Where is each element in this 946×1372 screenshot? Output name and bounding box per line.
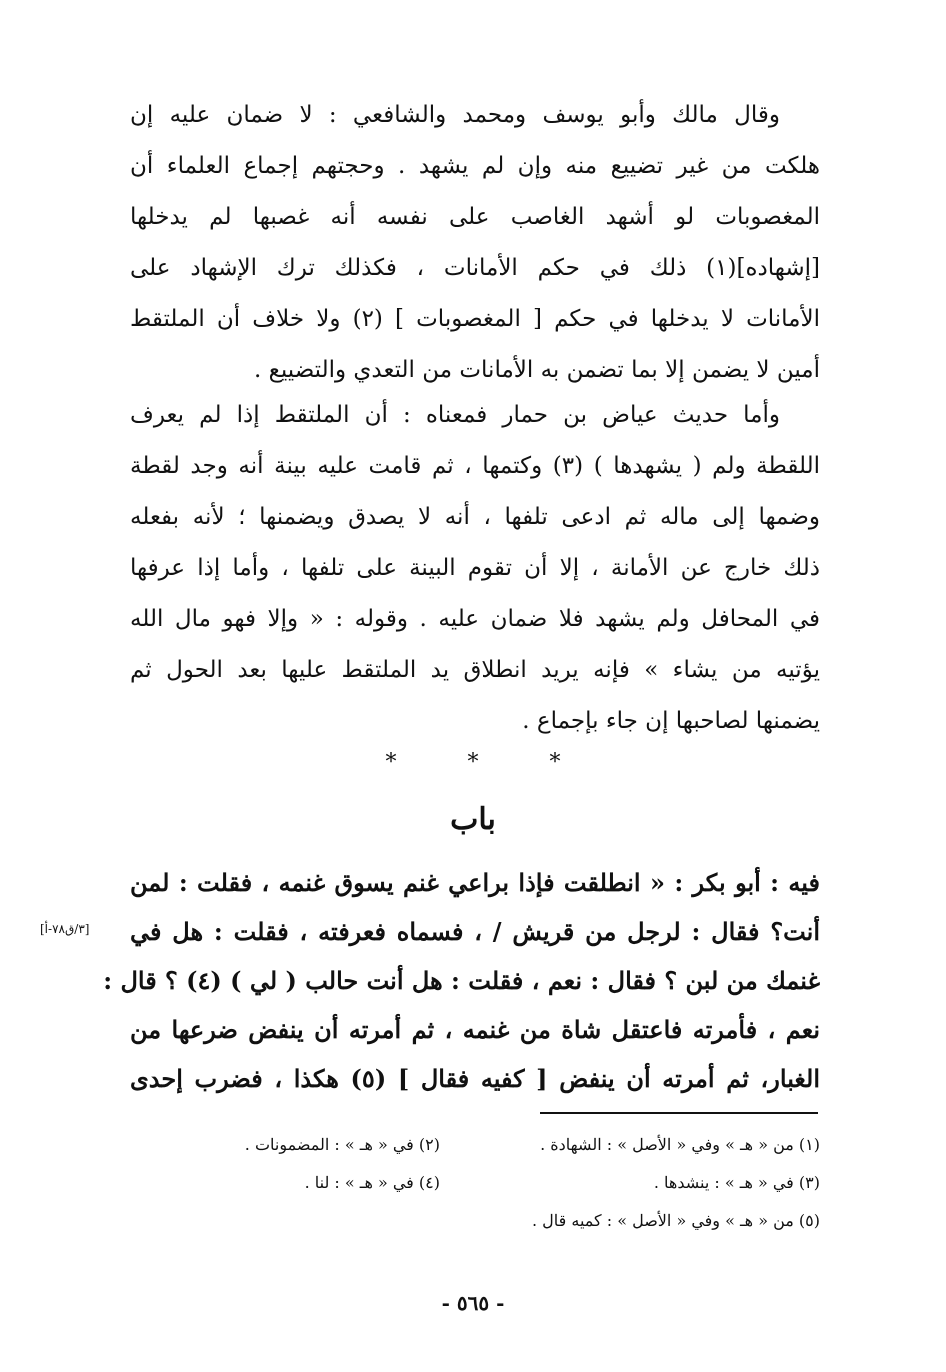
separator-star-icon: * [385, 750, 397, 775]
section-separator [0, 743, 946, 783]
chapter-title: باب [450, 802, 496, 837]
footnote-3: (٣) في « هـ » : ينشدها . [653, 1173, 820, 1192]
manuscript-margin-reference: [٣/ق٧٨-أ] [40, 922, 90, 936]
text-line: وقال مالك وأبو يوسف ومحمد والشافعي : لا ضمان عليه إن [130, 102, 780, 128]
text-line: المغصوبات لو أشهد الغاصب على نفسه أنه غصبها لم يدخلها [130, 204, 820, 230]
footnotes [130, 1128, 820, 1242]
separator-star-icon: * [467, 750, 479, 775]
text-line: اللقطة ولم ( يشهدها ) (٣) وكتمها ، ثم قامت عليه بينة أنه وجد لقطة [130, 453, 820, 479]
footnote-5: (٥) من « هـ » وفي « الأصل » : كميه قال . [531, 1211, 820, 1230]
text-line: أنت؟ فقال : لرجل من قريش / ، فسماه فعرفته ، فقلت : هل في [130, 917, 820, 946]
text-line: أمين لا يضمن إلا بما تضمن به الأمانات من التعدي والتضييع . [253, 357, 820, 383]
text-line: ذلك خارج عن الأمانة ، إلا أن تقوم البينة على تلفها ، وأما إذا عرفها [130, 555, 820, 581]
footnote-2: (٢) في « هـ » : المضمونات . [244, 1135, 440, 1154]
text-line: [إشهاده](١) ذلك في حكم الأمانات ، فكذلك ترك الإشهاد على [130, 255, 820, 281]
footnote-1: (١) من « هـ » وفي « الأصل » : الشهادة . [540, 1135, 820, 1154]
text-line: يؤتيه من يشاء » فإنه يريد انطلاق يد الملتقط عليها بعد الحول ثم [130, 657, 820, 683]
footnote-row [130, 1204, 820, 1242]
separator-star-icon: * [549, 750, 561, 775]
text-line: الغبار، ثم أمرته أن ينفض [ كفيه فقال ] (٥) هكذا ، فضرب إحدى [130, 1064, 820, 1093]
text-line: فيه : أبو بكر : « انطلقت فإذا براعي غنم يسوق غنمه ، فقلت : لمن [130, 868, 820, 897]
footnote-divider [540, 1112, 818, 1114]
page-number: - ٥٦٥ - [441, 1291, 505, 1315]
paragraph-1 [130, 90, 820, 396]
paragraph-3 [103, 858, 820, 1103]
text-line: يضمنها لصاحبها إن جاء بإجماع . [522, 708, 820, 734]
footnote-row [130, 1166, 820, 1204]
paragraph-2 [130, 390, 820, 747]
text-line: غنمك من لبن ؟ فقال : نعم ، فقلت : هل أنت حالب ( لي ) (٤) ؟ قال : [103, 966, 820, 995]
text-line: نعم ، فأمرته فاعتقل شاة من غنمه ، ثم أمرته أن ينفض ضرعها من [130, 1015, 820, 1044]
footnote-4: (٤) في « هـ » : لنا . [304, 1173, 440, 1192]
text-line: هلكت من غير تضييع منه وإن لم يشهد . وحجتهم إجماع العلماء أن [130, 153, 820, 179]
text-line: وضمها إلى ماله ثم ادعى تلفها ، أنه لا يصدق ويضمنها ؛ لأنه بفعله [130, 504, 820, 530]
footnote-row [130, 1128, 820, 1166]
text-line: في المحافل ولم يشهد فلا ضمان عليه . وقوله : « وإلا فهو مال الله [130, 606, 820, 632]
text-line: الأمانات لا يدخلها في حكم [ المغصوبات ] (٢) ولا خلاف أن الملتقط [130, 306, 820, 332]
text-line: وأما حديث عياض بن حمار فمعناه : أن الملتقط إذا لم يعرف [130, 402, 780, 428]
